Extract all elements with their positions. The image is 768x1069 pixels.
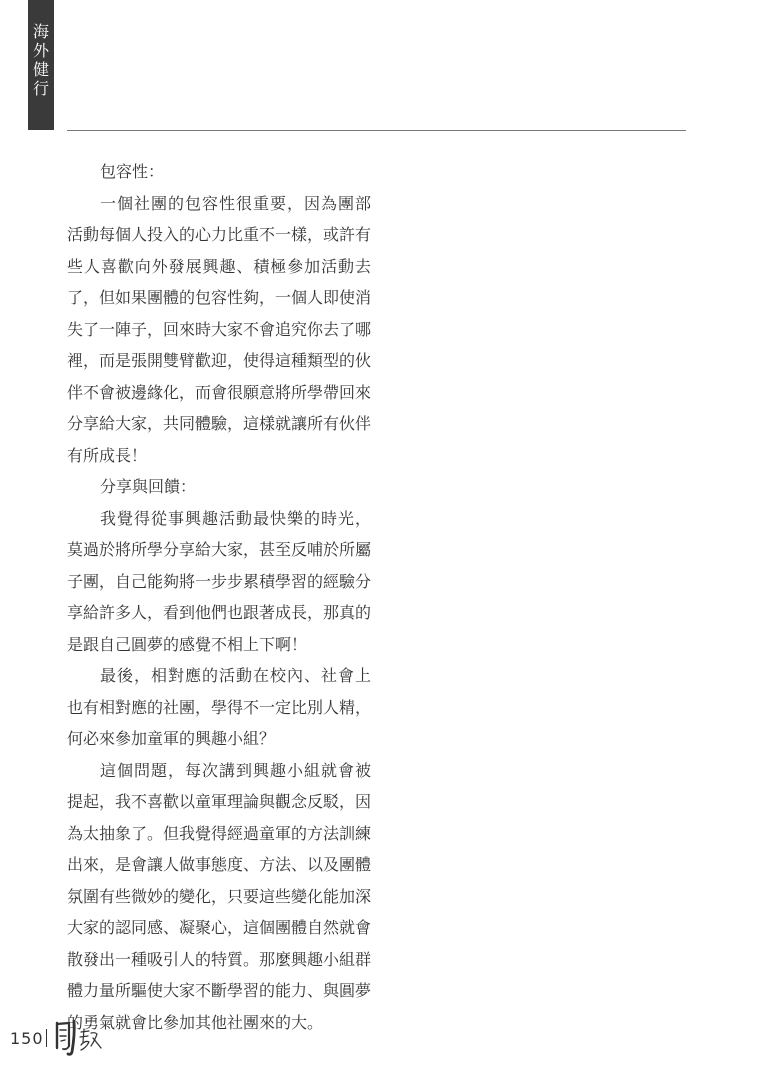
paragraph-inclusiveness-heading: 包容性： [100, 162, 165, 181]
paragraph-sharing: 我覺得從事興趣活動最快樂的時光，莫過於將所學分享給大家，甚至反哺於所屬子團，自己能夠將一步步累積學習的經驗分享給許多人，看到他們也跟著成長，那真的是跟自己圓夢的感覺不相上下啊！ [67, 508, 372, 654]
page-footer [10, 1018, 105, 1058]
calligraphy-logo-icon [53, 1018, 105, 1058]
page-number-divider [46, 1029, 47, 1047]
paragraph-finally: 最後，相對應的活動在校內、社會上也有相對應的社團，學得不一定比別人精，何必來參加童軍的興趣小組？ [67, 666, 372, 748]
paragraph-inclusiveness: 一個社團的包容性很重要，因為團部活動每個人投入的心力比重不一樣，或許有些人喜歡向外發展興趣、積極參加活動去了，但如果團體的包容性夠，一個人即使消失了一陣子，回來時大家不會追究你去了哪裡，而是張開雙臂歡迎，使得這種類型的伙伴不會被邊緣化，而會很願意將所學帶回來分享給大家，共同體驗，這樣就讓所有伙伴有所成長！ [67, 193, 372, 465]
section-tab [28, 0, 54, 130]
article-body [67, 156, 371, 1038]
header-divider [67, 130, 686, 131]
page-number: 150 [10, 1028, 44, 1048]
paragraph-answer: 這個問題，每次講到興趣小組就會被提起，我不喜歡以童軍理論與觀念反駁，因為太抽象了。但我覺得經過童軍的方法訓練出來，是會讓人做事態度、方法、以及團體氛圍有些微妙的變化，只要這些變化能加深大家的認同感、凝聚心，這個團體自然就會散發出一種吸引人的特質。那麼興趣小組群體力量所驅使大家不斷學習的能力、與圓夢的勇氣就會比參加其他社團來的大。 [67, 760, 372, 1032]
section-tab-label: 海外健行 [32, 22, 49, 98]
paragraph-sharing-heading: 分享與回饋： [100, 477, 197, 496]
